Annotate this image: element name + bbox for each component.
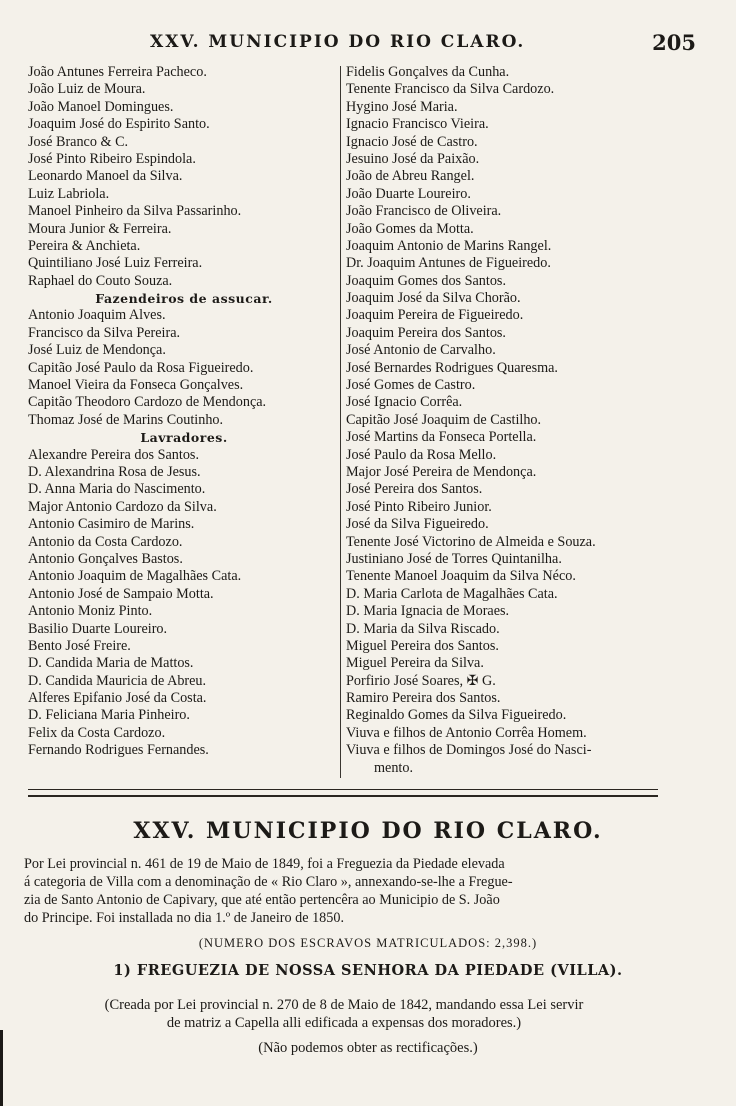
list-item: Antonio Gonçalves Bastos. — [28, 550, 183, 567]
lavradores-heading: Lavradores. — [140, 430, 228, 446]
list-item: Capitão José Joaquim de Castilho. — [346, 411, 542, 428]
list-item: João Francisco de Oliveira. — [346, 203, 502, 220]
chapter-intro — [24, 855, 664, 927]
list-item: Felix da Costa Cardozo. — [28, 724, 166, 741]
list-item: José Branco & C. — [28, 133, 129, 150]
list-item: Joaquim Antonio de Marins Rangel. — [346, 237, 552, 254]
fazendeiros-heading: Fazendeiros de assucar. — [95, 291, 273, 307]
intro-line: Por Lei provincial n. 461 de 19 de Maio de 1849, foi a Freguezia da Piedade elevada — [24, 856, 505, 872]
list-item: Alferes Epifanio José da Costa. — [28, 690, 207, 707]
list-item: Joaquim José do Espirito Santo. — [28, 116, 210, 133]
list-item: Ignacio Francisco Vieira. — [346, 116, 489, 133]
list-item: Antonio Joaquim de Magalhães Cata. — [28, 568, 242, 585]
list-item: D. Feliciana Maria Pinheiro. — [28, 707, 190, 724]
list-item: Joaquim Pereira dos Santos. — [346, 324, 506, 341]
column-divider — [340, 66, 341, 778]
left-column — [28, 64, 340, 760]
intro-line: do Principe. Foi installada no dia 1.º de Janeiro de 1850. — [24, 910, 345, 926]
list-item: José Paulo da Rosa Mello. — [346, 446, 497, 463]
list-item: João Antunes Ferreira Pacheco. — [28, 64, 207, 80]
list-item: Miguel Pereira dos Santos. — [346, 637, 499, 654]
list-item: José Gomes de Castro. — [346, 377, 476, 394]
intro-line: zia de Santo Antonio de Capivary, que até então pertencêra ao Municipio de S. João — [24, 892, 500, 908]
list-item: José Pinto Ribeiro Espindola. — [28, 150, 196, 167]
list-item: João Duarte Loureiro. — [346, 185, 471, 202]
rectification-note: (Não podemos obter as rectificações.) — [258, 1040, 478, 1056]
chapter-title: XXV. MUNICIPIO DO RIO CLARO. — [133, 818, 603, 844]
list-item: Ignacio José de Castro. — [346, 133, 478, 150]
list-item: Joaquim José da Silva Chorão. — [346, 290, 521, 307]
list-item: Manoel Pinheiro da Silva Passarinho. — [28, 203, 242, 220]
list-item: Pereira & Anchieta. — [28, 237, 141, 254]
list-item: D. Candida Mauricia de Abreu. — [28, 672, 207, 689]
list-item: Antonio José de Sampaio Motta. — [28, 585, 214, 602]
page-edge-mark — [0, 1030, 3, 1106]
list-item: Porfirio José Soares, ✠ G. — [346, 672, 496, 689]
list-item: Raphael do Couto Souza. — [28, 272, 173, 289]
list-item: José Pinto Ribeiro Junior. — [346, 498, 492, 515]
list-item: Miguel Pereira da Silva. — [346, 655, 484, 672]
list-item: Antonio Moniz Pinto. — [28, 603, 153, 620]
list-item: Fidelis Gonçalves da Cunha. — [346, 64, 510, 80]
parish-note — [24, 996, 664, 1032]
list-item-continuation: mento. — [374, 759, 414, 776]
list-item: Francisco da Silva Pereira. — [28, 324, 181, 341]
list-item: Tenente Manoel Joaquim da Silva Néco. — [346, 568, 576, 585]
list-item: Antonio da Costa Cardozo. — [28, 533, 183, 550]
section-divider — [28, 789, 658, 797]
list-item: Moura Junior & Ferreira. — [28, 220, 172, 237]
list-item: José Pereira dos Santos. — [346, 481, 483, 498]
list-item: José Bernardes Rodrigues Quaresma. — [346, 359, 558, 376]
list-item: D. Anna Maria do Nascimento. — [28, 481, 206, 498]
running-title: XXV. MUNICIPIO DO RIO CLARO. — [150, 32, 526, 52]
list-item: Viuva e filhos de Domingos José do Nasci- — [346, 742, 592, 759]
list-item: João de Abreu Rangel. — [346, 168, 475, 185]
list-item: Quintiliano José Luiz Ferreira. — [28, 255, 203, 272]
list-item: Tenente José Victorino de Almeida e Souza. — [346, 533, 596, 550]
list-item: Hygino José Maria. — [346, 98, 458, 115]
list-item: D. Maria Carlota de Magalhães Cata. — [346, 585, 558, 602]
list-item: Bento José Freire. — [28, 637, 131, 654]
list-item: Alexandre Pereira dos Santos. — [28, 446, 199, 463]
list-item: Fernando Rodrigues Fernandes. — [28, 742, 209, 759]
list-item: D. Maria da Silva Riscado. — [346, 620, 500, 637]
list-item: Tenente Francisco da Silva Cardozo. — [346, 81, 555, 98]
right-column — [346, 64, 702, 777]
slave-count: (NUMERO DOS ESCRAVOS MATRICULADOS: 2,398.) — [198, 936, 538, 950]
list-item: Reginaldo Gomes da Silva Figueiredo. — [346, 707, 567, 724]
list-item: Luiz Labriola. — [28, 185, 110, 202]
parish-note-line: de matriz a Capella alli edificada a expensas dos moradores.) — [166, 1015, 522, 1031]
list-item: Antonio Casimiro de Marins. — [28, 516, 195, 533]
list-item: José da Silva Figueiredo. — [346, 516, 489, 533]
list-item: Capitão Theodoro Cardozo de Mendonça. — [28, 394, 267, 411]
list-item: D. Alexandrina Rosa de Jesus. — [28, 463, 201, 480]
list-item: Ramiro Pereira dos Santos. — [346, 690, 501, 707]
list-item: Justiniano José de Torres Quintanilha. — [346, 550, 562, 567]
list-item: Joaquim Pereira de Figueiredo. — [346, 307, 524, 324]
list-item: Major Antonio Cardozo da Silva. — [28, 498, 217, 515]
list-item: Thomaz José de Marins Coutinho. — [28, 411, 224, 428]
intro-line: á categoria de Villa com a denominação de « Rio Claro », annexando-se-lhe a Fregue- — [24, 874, 513, 890]
page-number: 205 — [652, 30, 696, 55]
list-item: João Manoel Domingues. — [28, 98, 174, 115]
list-item: José Martins da Fonseca Portella. — [346, 429, 537, 446]
list-item: José Antonio de Carvalho. — [346, 342, 496, 359]
list-item: Major José Pereira de Mendonça. — [346, 463, 537, 480]
list-item: Jesuino José da Paixão. — [346, 150, 480, 167]
list-item: Basilio Duarte Loureiro. — [28, 620, 168, 637]
list-item: José Ignacio Corrêa. — [346, 394, 463, 411]
list-item: Viuva e filhos de Antonio Corrêa Homem. — [346, 724, 587, 741]
list-item: Dr. Joaquim Antunes de Figueiredo. — [346, 255, 551, 272]
list-item: João Gomes da Motta. — [346, 220, 474, 237]
list-item: Leonardo Manoel da Silva. — [28, 168, 183, 185]
running-header — [0, 30, 736, 58]
list-item: Capitão José Paulo da Rosa Figueiredo. — [28, 359, 254, 376]
list-item: D. Maria Ignacia de Moraes. — [346, 603, 510, 620]
parish-note-line: (Creada por Lei provincial n. 270 de 8 de Maio de 1842, mandando essa Lei servir — [104, 997, 584, 1013]
list-item: D. Candida Maria de Mattos. — [28, 655, 194, 672]
parish-heading: 1) FREGUEZIA DE NOSSA SENHORA DA PIEDADE (VILLA). — [113, 962, 623, 979]
list-item: Joaquim Gomes dos Santos. — [346, 272, 507, 289]
list-item: Manoel Vieira da Fonseca Gonçalves. — [28, 377, 244, 394]
list-item: João Luiz de Moura. — [28, 81, 146, 98]
list-item: Antonio Joaquim Alves. — [28, 307, 166, 324]
list-item: José Luiz de Mendonça. — [28, 342, 166, 359]
